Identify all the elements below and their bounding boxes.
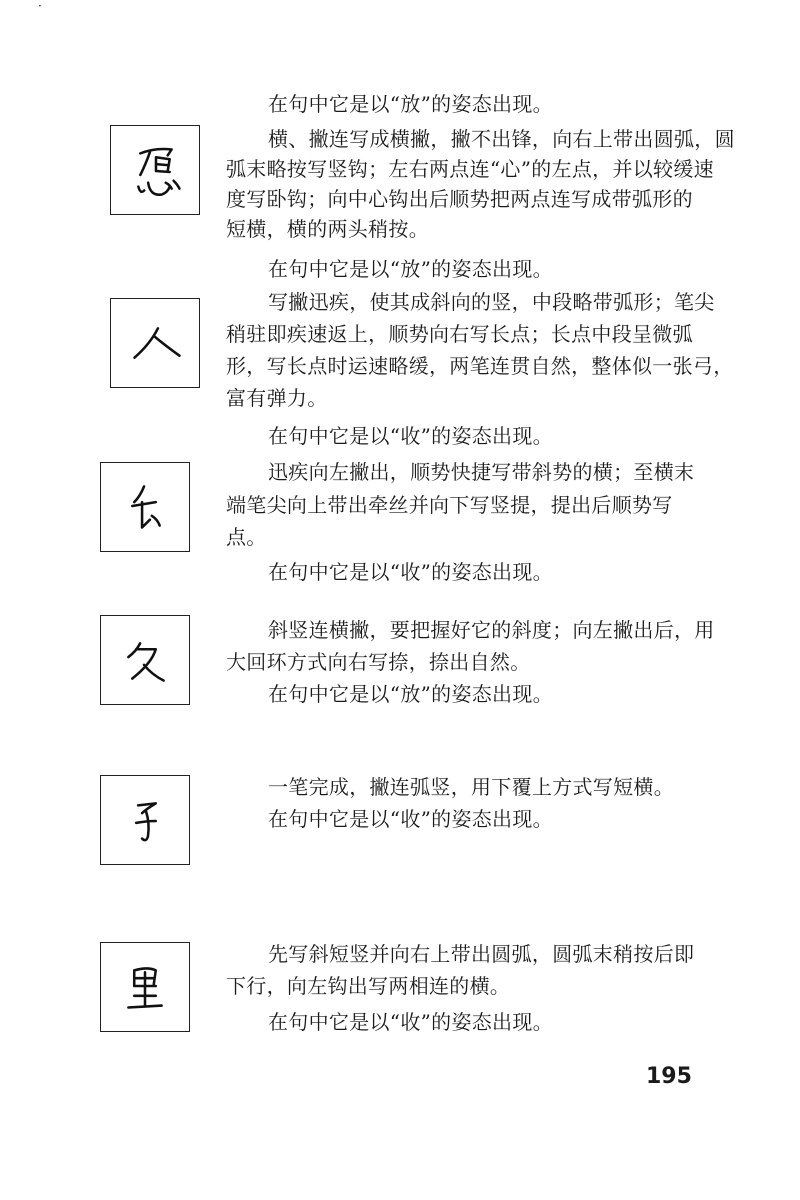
desc-line: 形，写长点时运速略缓，两笔连贯自然，整体似一张弓，	[226, 354, 734, 378]
desc-line: 稍驻即疾速返上，顺势向右写长点；长点中段呈微弧	[226, 322, 693, 346]
calligraphy-shou-icon	[101, 776, 189, 864]
calligraphy-chang-icon	[101, 463, 189, 551]
summary-line: 在句中它是以“放”的姿态出现。	[268, 257, 553, 281]
desc-line: 点。	[226, 525, 267, 549]
desc-line: 斜竖连横撇，要把握好它的斜度；向左撇出后，用	[268, 618, 715, 642]
page-number: 195	[646, 1064, 692, 1089]
desc-line: 先写斜短竖并向右上带出圆弧，圆弧末稍按后即	[268, 942, 695, 966]
char-box-jiu	[100, 615, 190, 705]
char-box-chang	[100, 462, 190, 552]
desc-line: 端笔尖向上带出牵丝并向下写竖提，提出后顺势写	[226, 493, 673, 517]
desc-line: 短横，横的两头稍按。	[226, 217, 429, 241]
char-box-ren	[110, 298, 200, 388]
intro-line: 在句中它是以“放”的姿态出现。	[268, 92, 553, 116]
corner-mark: ·	[38, 0, 42, 13]
summary-line: 在句中它是以“收”的姿态出现。	[268, 1010, 553, 1034]
desc-line: 大回环方式向右写捺，捺出自然。	[226, 650, 531, 674]
desc-line: 下行，向左钩出写两相连的横。	[226, 974, 511, 998]
summary-line: 在句中它是以“收”的姿态出现。	[268, 807, 553, 831]
summary-line: 在句中它是以“收”的姿态出现。	[268, 560, 553, 584]
desc-line: 度写卧钩；向中心钩出后顺势把两点连写成带弧形的	[226, 187, 693, 211]
summary-line: 在句中它是以“放”的姿态出现。	[268, 682, 553, 706]
desc-line: 迅疾向左撇出，顺势快捷写带斜势的横；至横末	[268, 460, 695, 484]
calligraphy-ren-icon	[111, 299, 199, 387]
desc-line: 弧末略按写竖钩；左右两点连“心”的左点，并以较缓速	[226, 157, 714, 181]
desc-line: 一笔完成，撇连弧竖，用下覆上方式写短横。	[268, 775, 674, 799]
calligraphy-jiu-icon	[101, 616, 189, 704]
desc-line: 写撇迅疾，使其成斜向的竖，中段略带弧形；笔尖	[268, 290, 715, 314]
char-box-li	[100, 942, 190, 1032]
calligraphy-yuan-icon	[111, 126, 199, 214]
calligraphy-li-icon	[101, 943, 189, 1031]
char-box-shou	[100, 775, 190, 865]
summary-line: 在句中它是以“收”的姿态出现。	[268, 424, 553, 448]
desc-line: 富有弹力。	[226, 386, 328, 410]
char-box-yuan	[110, 125, 200, 215]
desc-line: 横、撇连写成横撇，撇不出锋，向右上带出圆弧，圆	[268, 127, 735, 151]
